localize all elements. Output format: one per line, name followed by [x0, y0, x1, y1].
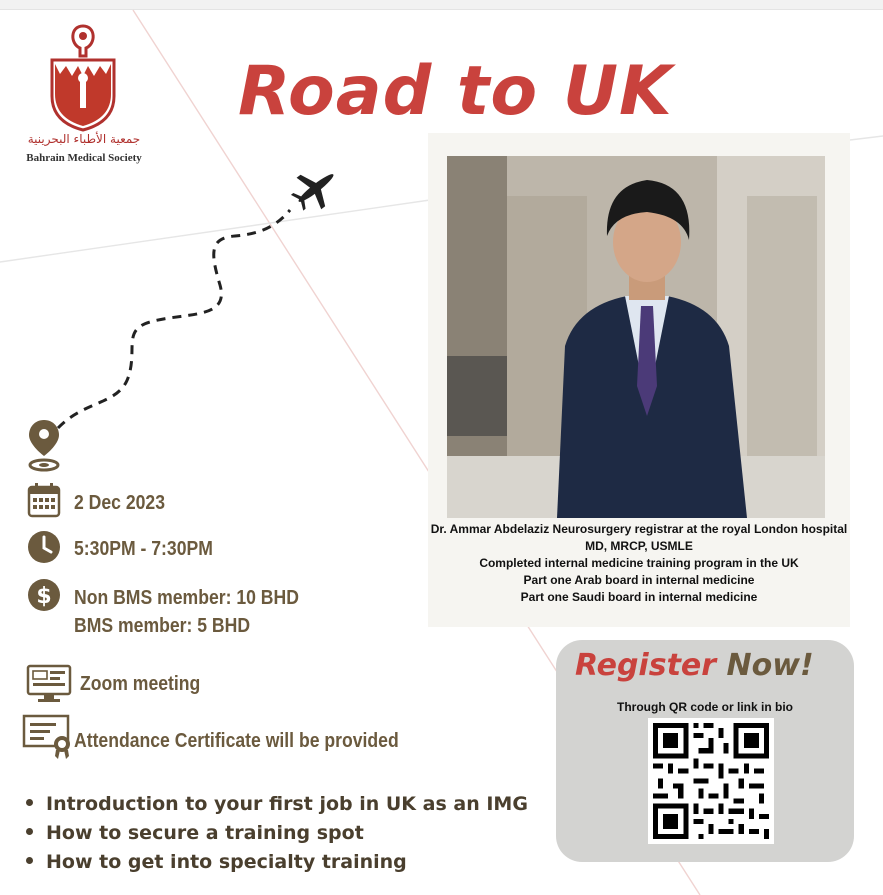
svg-text:$: $: [36, 584, 52, 609]
bio-line: Completed internal medicine training program in the UK: [479, 556, 799, 570]
certificate-note: Attendance Certificate will be provided: [74, 730, 399, 752]
flight-path: [58, 210, 290, 428]
topic-text: How to get into specialty training: [46, 851, 407, 873]
calendar-icon: [27, 482, 61, 518]
bio-line: Dr. Ammar Abdelaziz Neurosurgery registrar at the royal London hospital: [430, 522, 848, 536]
event-time: 5:30PM - 7:30PM: [74, 538, 213, 560]
speaker-bio: [430, 521, 848, 606]
topic-text: How to secure a training spot: [46, 822, 364, 844]
bio-line: Part one Arab board in internal medicine: [523, 573, 755, 587]
bullet-icon: [26, 828, 33, 835]
fee-non-member: Non BMS member: 10 BHD: [74, 587, 299, 609]
register-heading: [575, 648, 814, 683]
list-item: [26, 790, 528, 819]
bullet-icon: [26, 857, 33, 864]
airplane-icon: [290, 165, 342, 211]
bullet-icon: [26, 799, 33, 806]
now-word: Now!: [726, 648, 814, 683]
fee-member: BMS member: 5 BHD: [74, 615, 251, 637]
event-date: 2 Dec 2023: [74, 492, 166, 514]
topic-text: Introduction to your first job in UK as an IMG: [46, 793, 528, 815]
qr-code[interactable]: [648, 718, 774, 844]
logo-emblem: [46, 22, 120, 134]
topics-list: [26, 790, 528, 877]
certificate-icon: [22, 714, 76, 760]
clock-icon: [27, 530, 61, 564]
computer-icon: [26, 664, 72, 704]
register-subtitle: Through QR code or link in bio: [617, 700, 793, 714]
event-location: Zoom meeting: [80, 673, 201, 695]
org-name-arabic: جمعية الأطباء البحرينية: [27, 132, 141, 146]
page-title: Road to UK: [238, 52, 673, 131]
register-word: Register: [575, 648, 717, 683]
dollar-icon: [27, 578, 61, 612]
bio-line: Part one Saudi board in internal medicine: [520, 590, 758, 604]
speaker-photo: [447, 156, 825, 518]
org-name-english: Bahrain Medical Society: [26, 152, 142, 164]
list-item: [26, 819, 528, 848]
list-item: [26, 848, 528, 877]
location-pin-icon: [26, 418, 62, 474]
bio-line: MD, MRCP, USMLE: [585, 539, 693, 553]
